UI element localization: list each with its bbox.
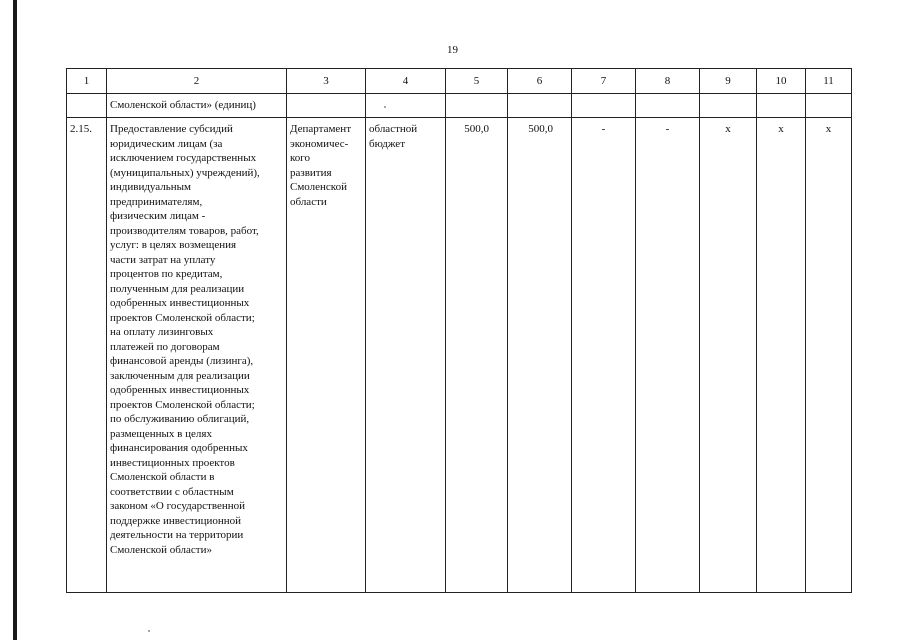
header-cell: 8 [636,69,700,94]
header-cell: 3 [287,69,366,94]
budget-table [66,68,852,593]
scan-speck [384,106,386,108]
cont-cell [508,94,572,118]
cont-cell [366,94,446,118]
cont-cell [757,94,806,118]
cont-cell [636,94,700,118]
cont-cell [446,94,508,118]
row-number: 2.15. [67,118,107,593]
cont-cell [67,94,107,118]
cont-cell [572,94,636,118]
header-cell: 11 [806,69,852,94]
header-cell: 9 [700,69,757,94]
row-value-col8: - [636,118,700,593]
row-value-col7: - [572,118,636,593]
row-value-col9: x [700,118,757,593]
row-value-col11: x [806,118,852,593]
header-cell: 4 [366,69,446,94]
header-row [67,69,852,94]
row-value-col6: 500,0 [508,118,572,593]
scan-speck [148,630,150,632]
cont-cell [806,94,852,118]
row-funding-source: областной бюджет [366,118,446,593]
cont-description: Смоленской области» (единиц) [107,94,287,118]
cont-cell [700,94,757,118]
cont-cell [287,94,366,118]
row-value-col10: x [757,118,806,593]
continuation-row [67,94,852,118]
header-cell: 10 [757,69,806,94]
row-description: Предоставление субсидий юридическим лицам (за исключением государственных (муниципальных) учреждений), индивидуальным предпринимателям, физическим лицам - производителям товаров, работ, услуг: в целях возмещения части затрат на уплату процентов по кредитам, полученным для реализации одобренных инвестиционных проектов Смоленской области; на оплату лизинговых платежей по договорам финансовой аренды (лизинга), заключенным для реализации одобренных инвестиционных проектов Смоленской области; по обслуживанию облигаций, размещенных в целях финансирования одобренных инвестиционных проектов Смоленской области в соответствии с областным законом «О государственной поддержке инвестиционной деятельности на территории Смоленской области» [107,118,287,593]
row-executor: Департамент экономичес- кого развития Смоленской области [287,118,366,593]
table-row [67,118,852,593]
row-value-col5: 500,0 [446,118,508,593]
page-number: 19 [447,44,458,56]
header-cell: 1 [67,69,107,94]
header-cell: 2 [107,69,287,94]
header-cell: 6 [508,69,572,94]
header-cell: 5 [446,69,508,94]
scan-edge [13,0,17,640]
header-cell: 7 [572,69,636,94]
